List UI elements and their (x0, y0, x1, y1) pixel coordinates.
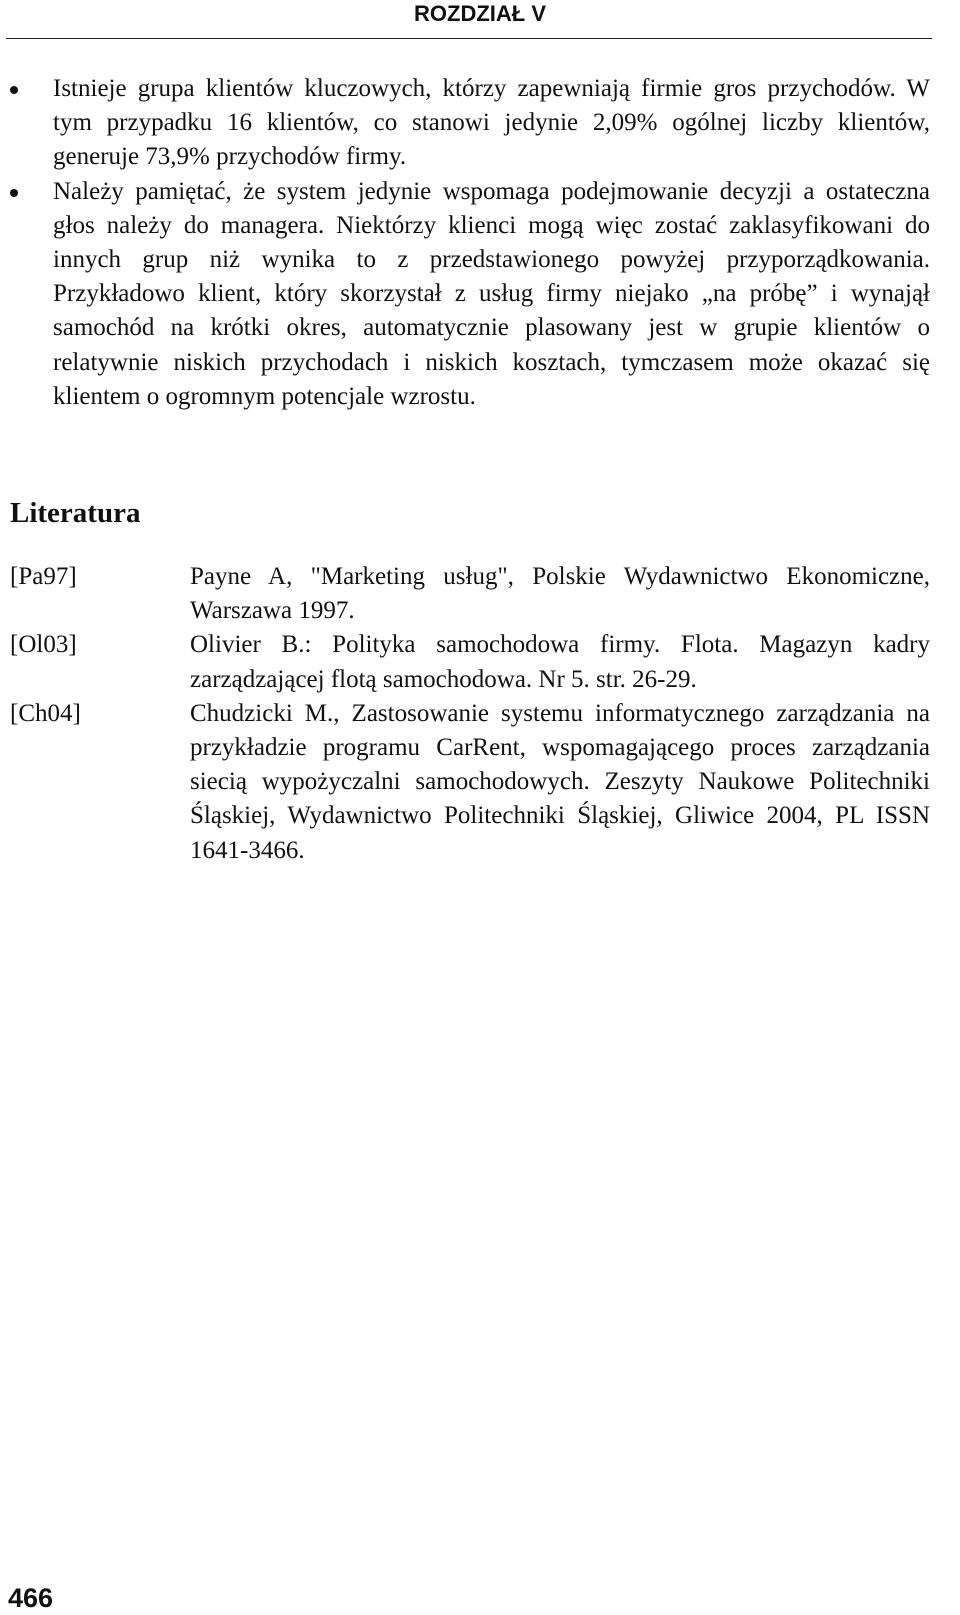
bullet-dot-icon (10, 86, 18, 94)
reference-entry (0, 628, 960, 696)
reference-text: Chudzicki M., Zastosowanie systemu informatycznego zarządzania na przykładzie programu CarRent, wspomagającego proces zarządzania siecią wypożyczalni samochodowych. Zeszyty Naukowe Politechniki Śląskiej, Wydawnictwo Politechniki Śląskiej, Gliwice 2004, PL ISSN 1641-3466. (190, 699, 930, 864)
bullet-dot-icon (10, 189, 18, 197)
bullet-list (0, 72, 960, 414)
running-header: ROZDZIAŁ V (414, 1, 546, 26)
reference-key: [Ol03] (10, 631, 77, 659)
bullet-item (0, 175, 960, 414)
bullet-item (0, 72, 960, 175)
reference-text: Olivier B.: Polityka samochodowa firmy. Flota. Magazyn kadry zarządzającej flotą samochodowa. Nr 5. str. 26-29. (190, 631, 930, 693)
reference-list (0, 560, 960, 868)
bullet-text: Istnieje grupa klientów kluczowych, którzy zapewniają firmie gros przychodów. W tym przypadku 16 klientów, co stanowi jedynie 2,09% ogólnej liczby klientów, generuje 73,9% przychodów firmy. (53, 75, 930, 171)
reference-key: [Pa97] (10, 563, 77, 590)
reference-text: Payne A, "Marketing usług", Polskie Wydawnictwo Ekonomiczne, Warszawa 1997. (190, 563, 930, 625)
literature-heading: Literatura (10, 497, 141, 529)
reference-key: [Ch04] (10, 699, 81, 727)
bullet-text: Należy pamiętać, że system jedynie wspomaga podejmowanie decyzji a ostateczna głos należy do managera. Niektórzy klienci mogą więc zostać zaklasyfikowani do innych grup niż wynika to z przedstawionego powyżej przyporządkowania. Przykładowo klient, który skorzystał z usług firmy niejako „na próbę” i wynajął samochód na krótki okres, automatycznie plasowany jest w grupie klientów o relatywnie niskich przychodach i niskich kosztach, tymczasem może okazać się klientem o ogromnym potencjale wzrostu. (53, 177, 930, 410)
page-number: 466 (8, 1583, 54, 1613)
reference-entry (0, 560, 960, 628)
header-divider (6, 38, 932, 39)
reference-entry (0, 697, 960, 868)
